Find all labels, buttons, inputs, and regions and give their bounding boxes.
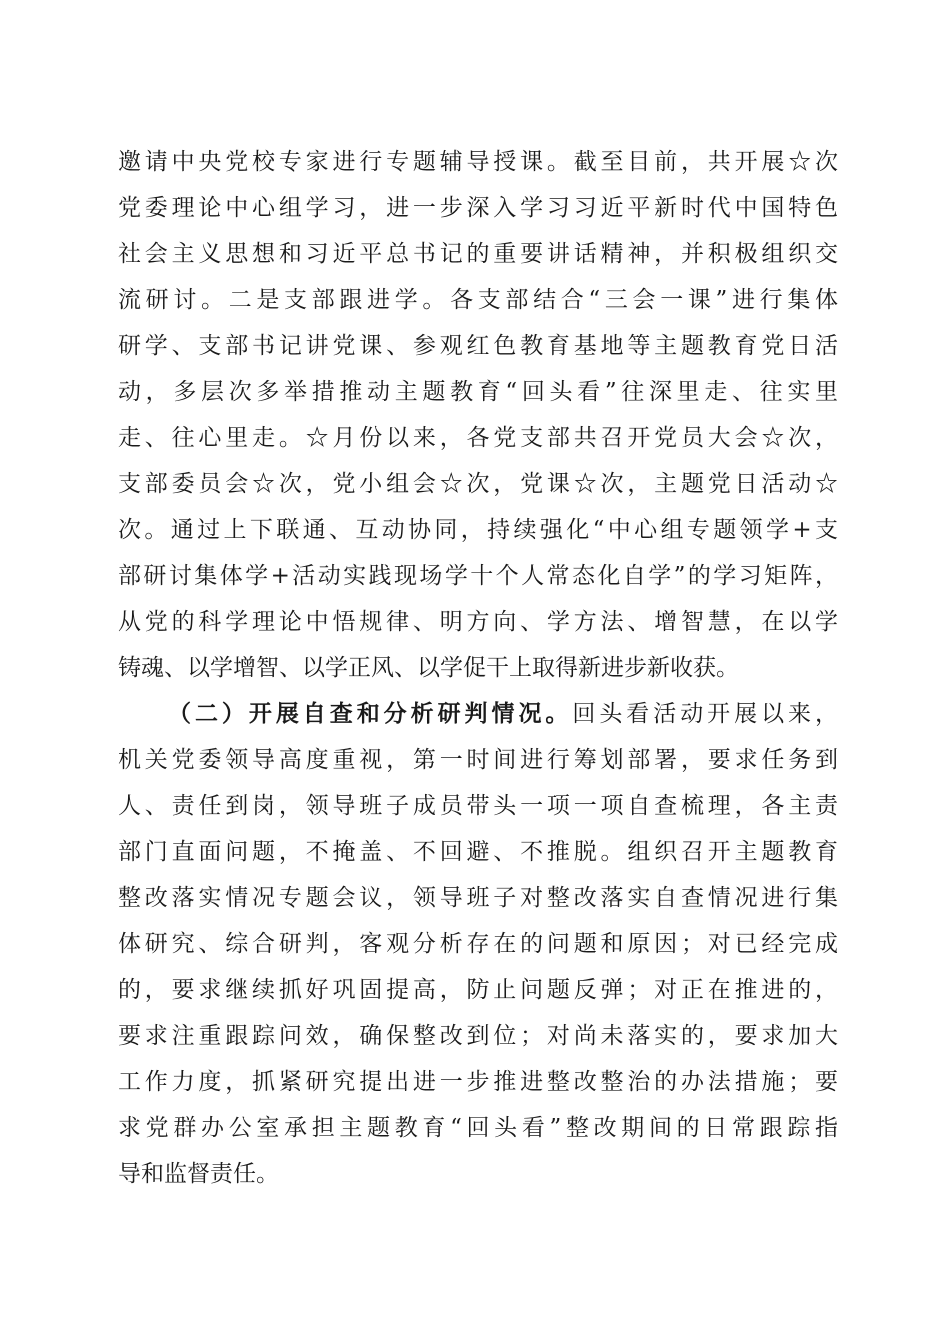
- paragraph-2-line-6: 体研究、综合研判，客观分析存在的问题和原因；对已经完成: [118, 931, 838, 957]
- paragraph-1-line-9: 次。通过上下联通、互动协同，持续强化“中心组专题领学+支: [118, 517, 838, 543]
- paragraph-1-line-7: 走、往心里走。☆月份以来，各党支部共召开党员大会☆次，: [118, 425, 838, 451]
- paragraph-2-line-3: 人、责任到岗，领导班子成员带头一项一项自查梳理，各主责: [118, 793, 838, 819]
- paragraph-1-line-1: 邀请中央党校专家进行专题辅导授课。截至目前，共开展☆次: [118, 149, 838, 175]
- paragraph-1-line-12: 铸魂、以学增智、以学正风、以学促干上取得新进步新收获。: [118, 655, 739, 681]
- paragraph-1-line-6: 动，多层次多举措推动主题教育“回头看”往深里走、往实里: [118, 379, 838, 405]
- paragraph-2-line-7: 的，要求继续抓好巩固提高，防止问题反弹；对正在推进的，: [118, 977, 838, 1003]
- section-heading-continuation: 回头看活动开展以来，: [572, 701, 839, 727]
- paragraph-2-line-2: 机关党委领导高度重视，第一时间进行筹划部署，要求任务到: [118, 747, 838, 773]
- paragraph-2-line-10: 求党群办公室承担主题教育“回头看”整改期间的日常跟踪指: [118, 1115, 838, 1141]
- paragraph-2-line-9: 工作力度，抓紧研究提出进一步推进整改整治的办法措施；要: [118, 1069, 838, 1095]
- paragraph-2-line-11: 导和监督责任。: [118, 1161, 279, 1187]
- paragraph-2-line-5: 整改落实情况专题会议，领导班子对整改落实自查情况进行集: [118, 885, 838, 911]
- paragraph-2-line-8: 要求注重跟踪问效，确保整改到位；对尚未落实的，要求加大: [118, 1023, 838, 1049]
- paragraph-1-line-11: 从党的科学理论中悟规律、明方向、学方法、增智慧，在以学: [118, 609, 838, 635]
- paragraph-1-line-3: 社会主义思想和习近平总书记的重要讲话精神，并积极组织交: [118, 241, 838, 267]
- paragraph-1-line-2: 党委理论中心组学习，进一步深入学习习近平新时代中国特色: [118, 195, 838, 221]
- paragraph-2-first-line: [168, 694, 838, 734]
- section-heading: （二）开展自查和分析研判情况。: [168, 700, 573, 727]
- paragraph-2-line-4: 部门直面问题，不掩盖、不回避、不推脱。组织召开主题教育: [118, 839, 838, 865]
- paragraph-1-line-10: 部研讨集体学+活动实践现场学十个人常态化自学”的学习矩阵，: [118, 563, 838, 589]
- paragraph-1-line-5: 研学、支部书记讲党课、参观红色教育基地等主题教育党日活: [118, 333, 838, 359]
- paragraph-1-line-8: 支部委员会☆次，党小组会☆次，党课☆次，主题党日活动☆: [118, 471, 838, 497]
- paragraph-1-line-4: 流研讨。二是支部跟进学。各支部结合“三会一课”进行集体: [118, 287, 838, 313]
